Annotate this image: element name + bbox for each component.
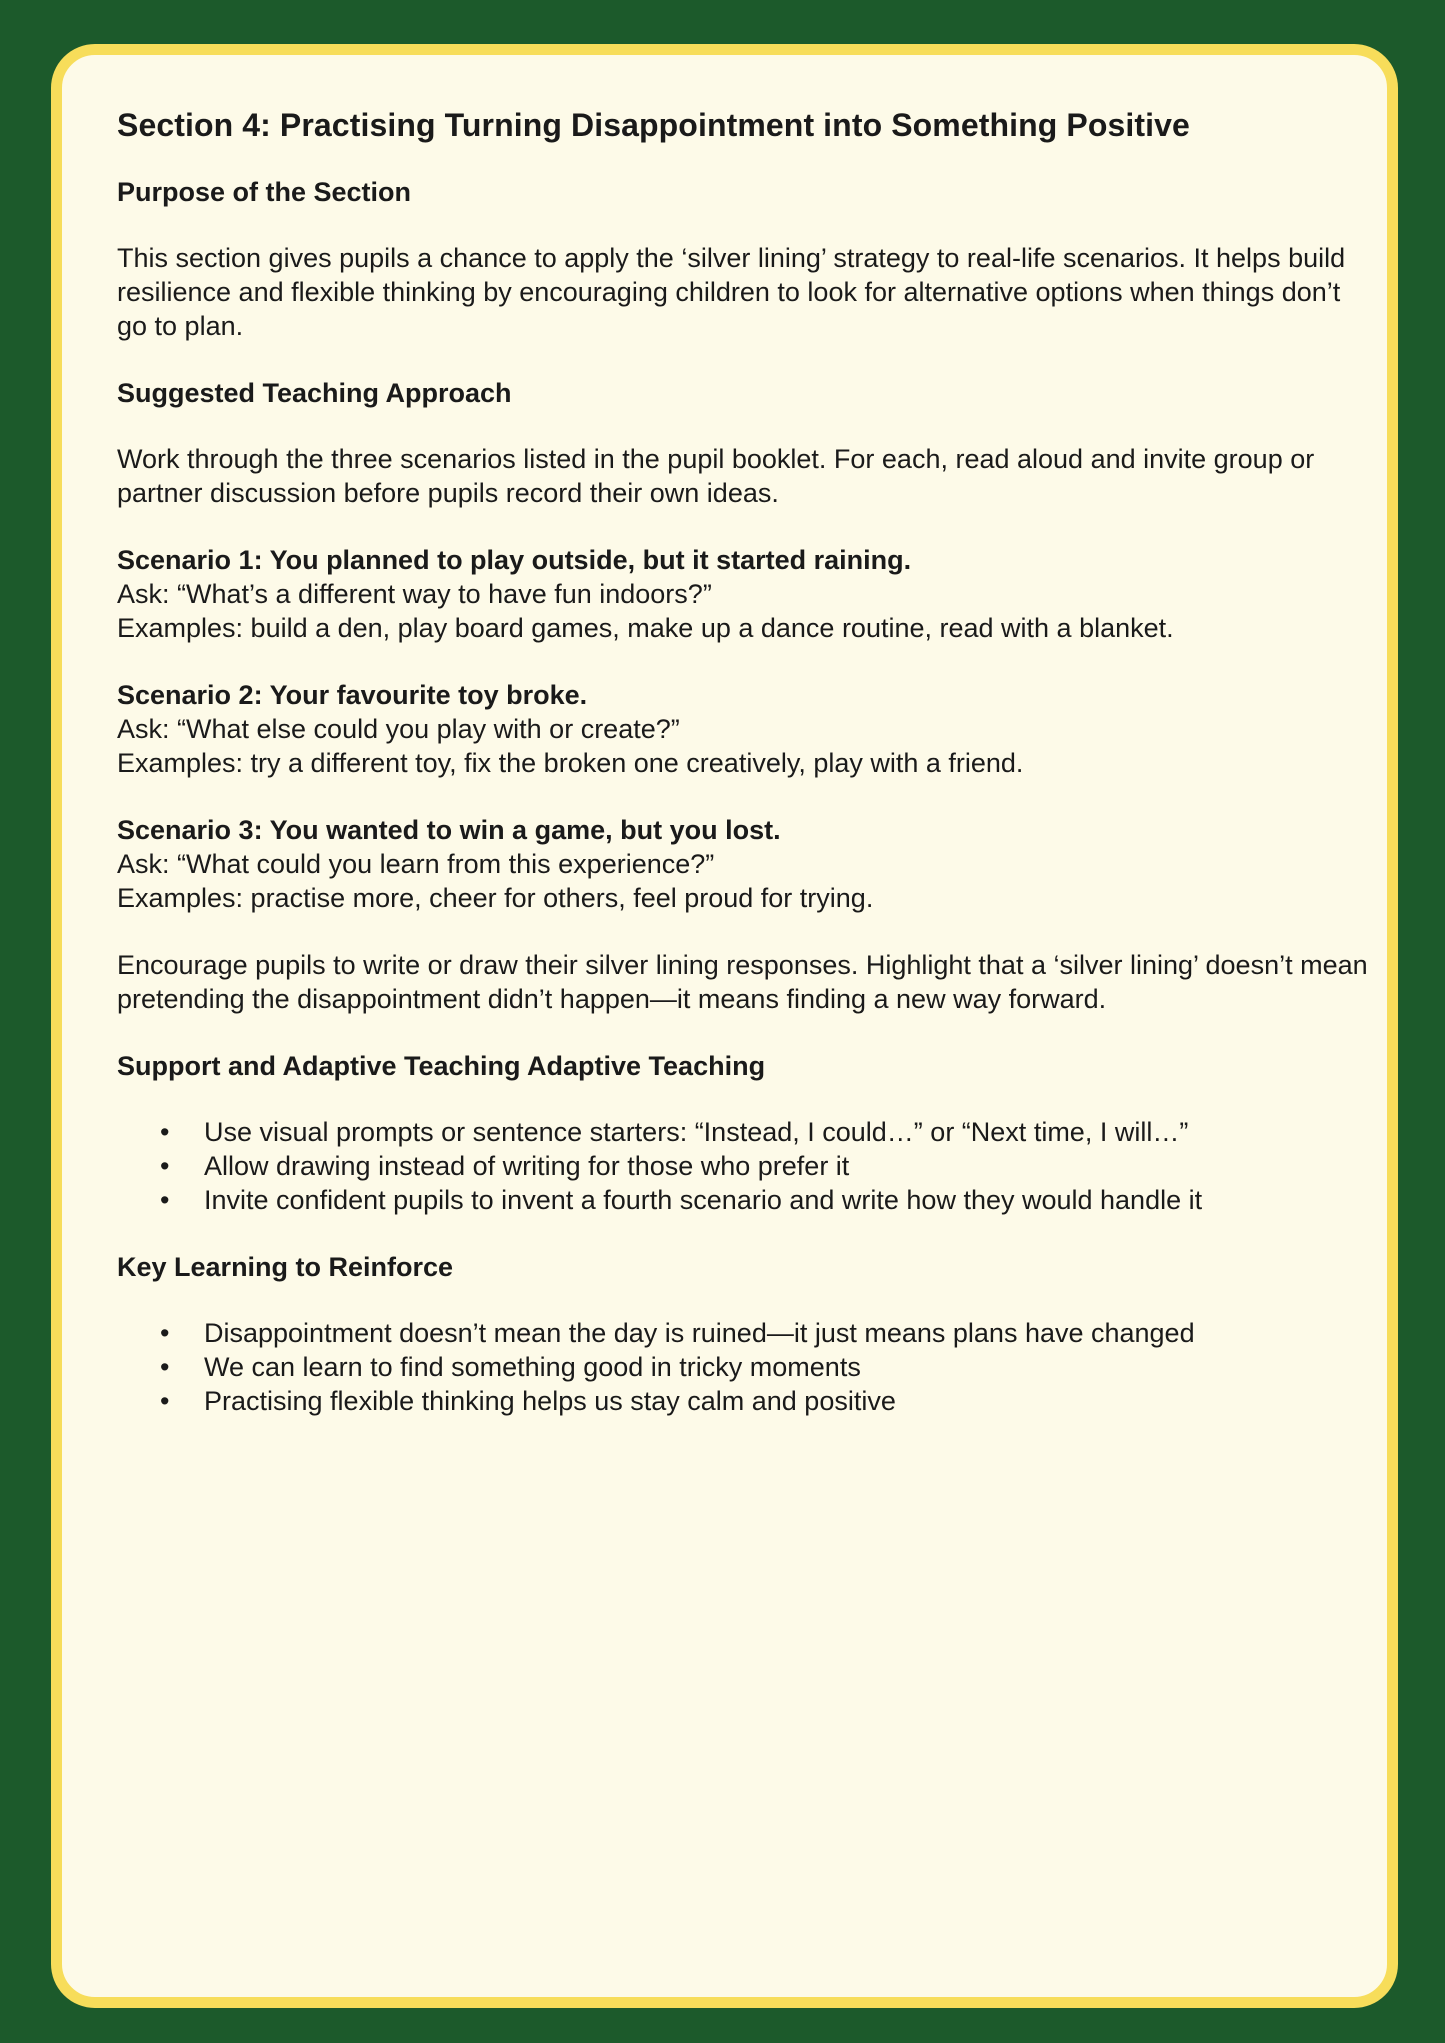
- scenario-3: [117, 813, 1377, 915]
- key-learning-heading: Key Learning to Reinforce: [117, 1252, 454, 1282]
- list-item: • Use visual prompts or sentence starters: “Instead, I could…” or “Next time, I will…”: [204, 1115, 1377, 1149]
- scenario-title: Scenario 3: You wanted to win a game, but you lost.: [117, 815, 781, 845]
- encourage-paragraph: Encourage pupils to write or draw their silver lining responses. Highlight that a ‘silver lining’ doesn’t mean pretending the disappointment didn’t happen—it means finding a new way forward.: [117, 950, 1368, 1014]
- list-item: • Invite confident pupils to invent a fourth scenario and write how they would handle it: [204, 1183, 1377, 1217]
- approach-heading: Suggested Teaching Approach: [117, 378, 512, 408]
- list-item: • Disappointment doesn’t mean the day is ruined—it just means plans have changed: [204, 1316, 1377, 1350]
- scenario-examples: Examples: try a different toy, fix the broken one creatively, play with a friend.: [117, 748, 1024, 778]
- support-heading: Support and Adaptive Teaching Adaptive Teaching: [117, 1051, 766, 1081]
- approach-body: Work through the three scenarios listed in the pupil booklet. For each, read aloud and invite group or partner discussion before pupils record their own ideas.: [117, 444, 1315, 508]
- purpose-heading: Purpose of the Section: [117, 177, 412, 207]
- scenario-1: [117, 543, 1377, 645]
- scenario-title: Scenario 1: You planned to play outside, but it started raining.: [117, 545, 912, 575]
- scenario-title: Scenario 2: Your favourite toy broke.: [117, 680, 588, 710]
- scenario-2: [117, 678, 1377, 780]
- support-list: [117, 1115, 1377, 1217]
- scenario-examples: Examples: build a den, play board games, make up a dance routine, read with a blanket.: [117, 613, 1174, 643]
- document-card: [51, 44, 1398, 2008]
- page-title: Section 4: Practising Turning Disappointment into Something Positive: [117, 107, 1190, 143]
- scenario-ask: Ask: “What’s a different way to have fun indoors?”: [117, 579, 712, 609]
- document-content: [117, 105, 1377, 1451]
- list-item: • Practising flexible thinking helps us stay calm and positive: [204, 1384, 1377, 1418]
- purpose-body: This section gives pupils a chance to apply the ‘silver lining’ strategy to real-life scenarios. It helps build resilience and flexible thinking by encouraging children to look for alternative options when things don’t go to plan.: [117, 243, 1346, 341]
- scenario-examples: Examples: practise more, cheer for others, feel proud for trying.: [117, 883, 874, 913]
- key-learning-list: [117, 1316, 1377, 1418]
- list-item: • Allow drawing instead of writing for those who prefer it: [204, 1149, 1377, 1183]
- scenario-ask: Ask: “What could you learn from this experience?”: [117, 849, 715, 879]
- list-item: • We can learn to find something good in tricky moments: [204, 1350, 1377, 1384]
- scenario-ask: Ask: “What else could you play with or create?”: [117, 714, 680, 744]
